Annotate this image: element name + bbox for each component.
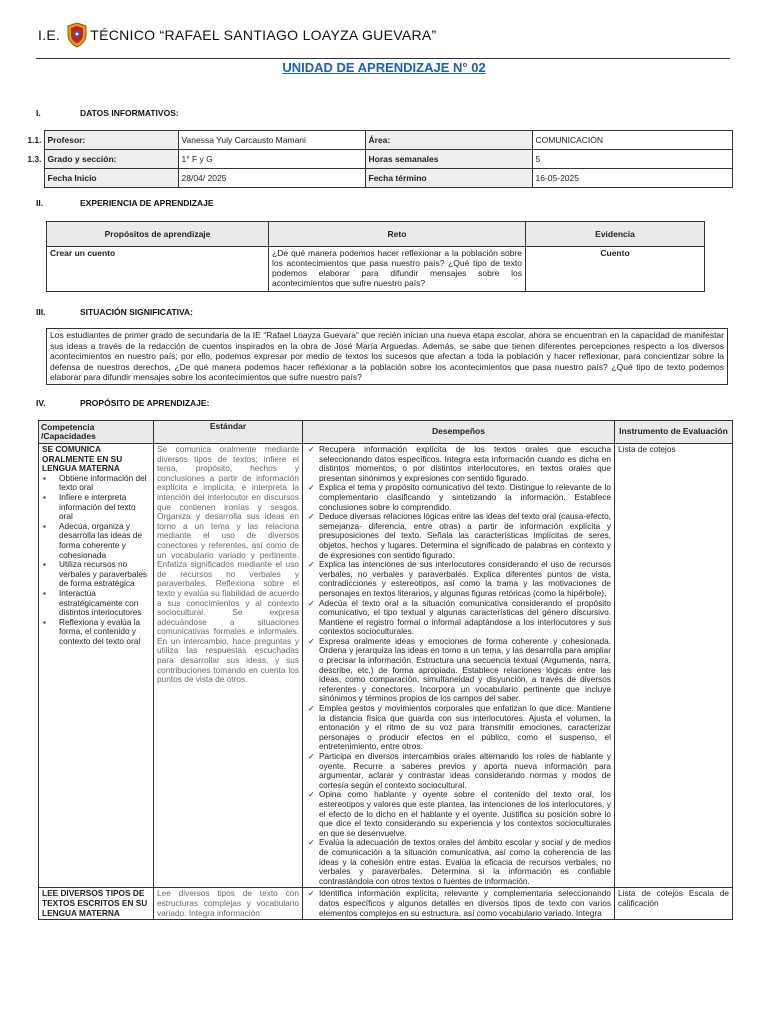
table-row	[39, 888, 733, 920]
header-divider	[36, 58, 730, 59]
row-number	[22, 169, 44, 188]
section-label: EXPERIENCIA DE APRENDIZAJE	[80, 198, 214, 208]
challenge-text: ¿De qué manera podemos hacer reflexionar a la población sobre los acontecimientos que pasa nuestro país? ¿Qué tipo de texto podemos elaborar para difundir mensajes sobre los acontecimientos que sufre nuestro país?	[269, 247, 526, 292]
info-table	[22, 130, 733, 188]
row-number: 1.1.	[27, 135, 42, 145]
instrument-text: Lista de cotejos Escala de calificación	[615, 888, 733, 920]
column-header: Instrumento de Evaluación	[615, 421, 733, 444]
info-value: 5	[532, 150, 732, 169]
table-row	[39, 444, 733, 888]
table-row	[22, 131, 732, 150]
school-header	[38, 22, 436, 48]
list-item: ▪ Infiere e interpreta información del texto oral	[42, 493, 150, 522]
info-label: Profesor:	[44, 131, 178, 150]
row-number: 1.3.	[27, 154, 42, 164]
list-item: ▪ Obtiene información del texto oral	[42, 474, 150, 493]
performances-list	[306, 445, 611, 886]
table-row	[22, 169, 732, 188]
school-crest-icon	[66, 22, 88, 48]
section-number: I.	[36, 108, 41, 118]
competency-name: SE COMUNICA ORALMENTE EN SU LENGUA MATERNA	[42, 444, 123, 474]
list-item: ▪ Interactúa estratégicamente con distintos interlocutores	[42, 589, 150, 618]
header-prefix: I.E.	[38, 27, 61, 43]
list-item: ✓ Participa en diversos intercambios orales alternando los roles de hablante y oyente. Recurre a saberes previos y aporta nueva información para argumentar, aclarar y contrastar ideas considerando normas y modos de cortesía según el contexto sociocultural.	[306, 752, 611, 790]
section-number: II.	[36, 198, 44, 208]
table-header-row	[47, 222, 705, 247]
experience-table	[46, 221, 705, 292]
table-header-row	[39, 421, 733, 444]
list-item: ✓ Opina como hablante y oyente sobre el contenido del texto oral, los estereotipos y valores que este plantea, las intenciones de los interlocutores, y el efecto de lo dicho en el hablante y el oyente. Justifica su posición sobre lo que dice el texto considerando su experiencia y los contextos socioculturales en que se desenvuelve.	[306, 790, 611, 838]
column-header: Reto	[269, 222, 526, 247]
significant-situation-text: Los estudiantes de primer grado de secundaria de la IE “Rafael Loayza Guevara” que recién inician una nueva etapa escolar, ahora se encuentran en la capacidad de manifestar sus ideas a través de la redacción de cuentos inspirados en la obra de José María Arguedas. Además, se sabe que tienen diferentes percepciones respecto a los diversos acontecimientos en nuestro país; por ello, podemos expresar por medio de textos los sucesos que afectan a toda la población y hacer reflexionar, para concientizar sobre la defensa de nuestros derechos, ¿De qué manera podemos hacer reflexionar a la población sobre los acontecimientos que pasa nuestro país? ¿Qué tipo de texto podemos elaborar para difundir mensajes sobre los acontecimientos que sufre nuestro país?	[46, 328, 728, 385]
section-label: PROPÓSITO DE APRENDIZAJE:	[80, 398, 210, 408]
info-value: 1° F y G	[178, 150, 365, 169]
list-item: ✓ Recupera información explícita de los textos orales que escucha seleccionando datos específicos. Integra esta información cuando es dicha en distintos momentos, o por distintos interlocutores, en textos orales que presentan sinónimos y expresiones con sentido figurado.	[306, 445, 611, 483]
list-item: ✓ Evalúa la adecuación de textos orales del ámbito escolar y social y de medios de comunicación a la situación comunicativa, así como la coherencia de las ideas y la cohesión entre estas. Evalúa la eficacia de recursos verbales, no verbales y paraverbales. Determina si la información es confiable contrastándola con otros textos o fuentes de información.	[306, 838, 611, 886]
list-item: ✓ Deduce diversas relaciones lógicas entre las ideas del texto oral (causa-efecto, semejanza- diferencia, entre otras) a partir de información explícita y presuposiciones del texto. Señala las características implícitas de seres, objetos, hechos y lugares. Determina el significado de palabras en contexto y de expresiones con sentido figurado.	[306, 512, 611, 560]
table-row	[22, 150, 732, 169]
section-number: III.	[36, 307, 46, 317]
learning-purpose-table	[38, 420, 733, 920]
performances-cell	[303, 444, 615, 888]
column-header: Propósitos de aprendizaje	[47, 222, 269, 247]
info-label: Horas semanales	[365, 150, 532, 169]
info-label: Área:	[365, 131, 532, 150]
standard-text: Lee diversos tipos de texto con estructuras complejas y vocabulario variado. Integra información	[154, 888, 303, 920]
performances-list	[306, 889, 611, 918]
info-label: Fecha Inicio	[44, 169, 178, 188]
school-name: TÉCNICO “RAFAEL SANTIAGO LOAYZA GUEVARA”	[90, 27, 437, 43]
list-item: ✓ Expresa oralmente ideas y emociones de forma coherente y cohesionada. Ordena y jerarquiza las ideas en torno a un tema, y las desarrolla para ampliar o precisar la información. Estructura una secuencia textual (Argumenta, narra, describe, etc.) de forma apropiada. Establece relaciones lógicas entre las ideas, como comparación, simultaneidad y disyunción, a través de diversos referentes y conectores. Incorpora un vocabulario pertinente que incluye sinónimos y términos propios de los campos del saber.	[306, 637, 611, 704]
list-item: ✓ Explica el tema y propósito comunicativo del texto. Distingue lo relevante de lo complementario clasificando y sintetizando la información. Establece conclusiones sobre lo comprendido.	[306, 483, 611, 512]
section-label: DATOS INFORMATIVOS:	[80, 108, 179, 118]
evidence-text: Cuento	[526, 247, 705, 292]
info-label: Fecha término	[365, 169, 532, 188]
standard-text: Se comunica oralmente mediante diversos tipos de textos; infiere el tema, propósito, hechos y conclusiones a partir de información explícita e implícita, e interpreta la intención del interlocutor en discursos que contienen ironías y sesgos. Organiza y desarrolla sus ideas en torno a un tema y las relaciona mediante el uso de diversos conectores y referentes, así como de un vocabulario variado y pertinente. Enfatiza significados mediante el uso de recursos no verbales y paraverbales. Reflexiona sobre el texto y evalúa su fiabilidad de acuerdo a sus conocimientos y al contexto sociocultural. Se expresa adecuándose a situaciones comunicativas formales e informales. En un intercambio, hace preguntas y utiliza las respuestas escuchadas para desarrollar sus ideas, y sus contribuciones tomando en cuenta los puntos de vista de otros.	[154, 444, 303, 888]
section-number: IV.	[36, 398, 46, 408]
list-item: ✓ Adecúa el texto oral a la situación comunicativa considerando el propósito comunicativo, el tipo textual y algunas características del género discursivo. Mantiene el registro formal o informal adaptándose a los interlocutores y sus contextos socioculturales.	[306, 599, 611, 637]
list-item: ✓ Explica las intenciones de sus interlocutores considerando el uso de recursos verbales, no verbales y paraverbales. Explica diferentes puntos de vista, contradicciones y estereotipos, así como la trama y las motivaciones de personajes en textos literarios, y algunas figuras retóricas (como la hipérbole).	[306, 560, 611, 598]
info-value: 28/04/ 2025	[178, 169, 365, 188]
list-item: ▪ Reflexiona y evalúa la forma, el contenido y contexto del texto oral	[42, 618, 150, 647]
list-item: ✓ Identifica información explícita, relevante y complementaria seleccionando datos específicos y algunos detalles en diversos tipos de texto con varios elementos complejos en su estructura, así como vocabulario variado. Integra	[306, 889, 611, 918]
column-header: Competencia /Capacidades	[39, 421, 154, 444]
list-item: ▪ Adecúa, organiza y desarrolla las ideas de forma coherente y cohesionada	[42, 522, 150, 560]
column-header: Estándar	[154, 421, 303, 444]
page-title: UNIDAD DE APRENDIZAJE N° 02	[282, 60, 486, 75]
info-value: COMUNICACIÓN	[532, 131, 732, 150]
info-value: Vanessa Yuly Carcausto Mamani	[178, 131, 365, 150]
info-value: 16-05-2025	[532, 169, 732, 188]
learning-purpose: Crear un cuento	[47, 247, 269, 292]
competency-name: LEE DIVERSOS TIPOS DE TEXTOS ESCRITOS EN SU LENGUA MATERNA	[39, 888, 154, 920]
list-item: ✓ Emplea gestos y movimientos corporales que enfatizan lo que dice. Mantiene la distancia física que guarda con sus interlocutores. Ajusta el volumen, la entonación y el ritmo de su voz para transmitir emociones, caracterizar personajes o producir efectos en el público, como el suspenso, el entretenimiento, entre otros.	[306, 704, 611, 752]
performances-cell	[303, 888, 615, 920]
column-header: Desempeños	[303, 421, 615, 444]
section-label: SITUACIÓN SIGNIFICATIVA:	[80, 307, 194, 317]
column-header: Evidencia	[526, 222, 705, 247]
capacities-list	[42, 474, 150, 647]
list-item: ▪ Utiliza recursos no verbales y paraverbales de forma estratégica	[42, 560, 150, 589]
competency-cell	[39, 444, 154, 888]
info-label: Grado y sección:	[44, 150, 178, 169]
table-row	[47, 247, 705, 292]
instrument-text: Lista de cotejos	[615, 444, 733, 888]
